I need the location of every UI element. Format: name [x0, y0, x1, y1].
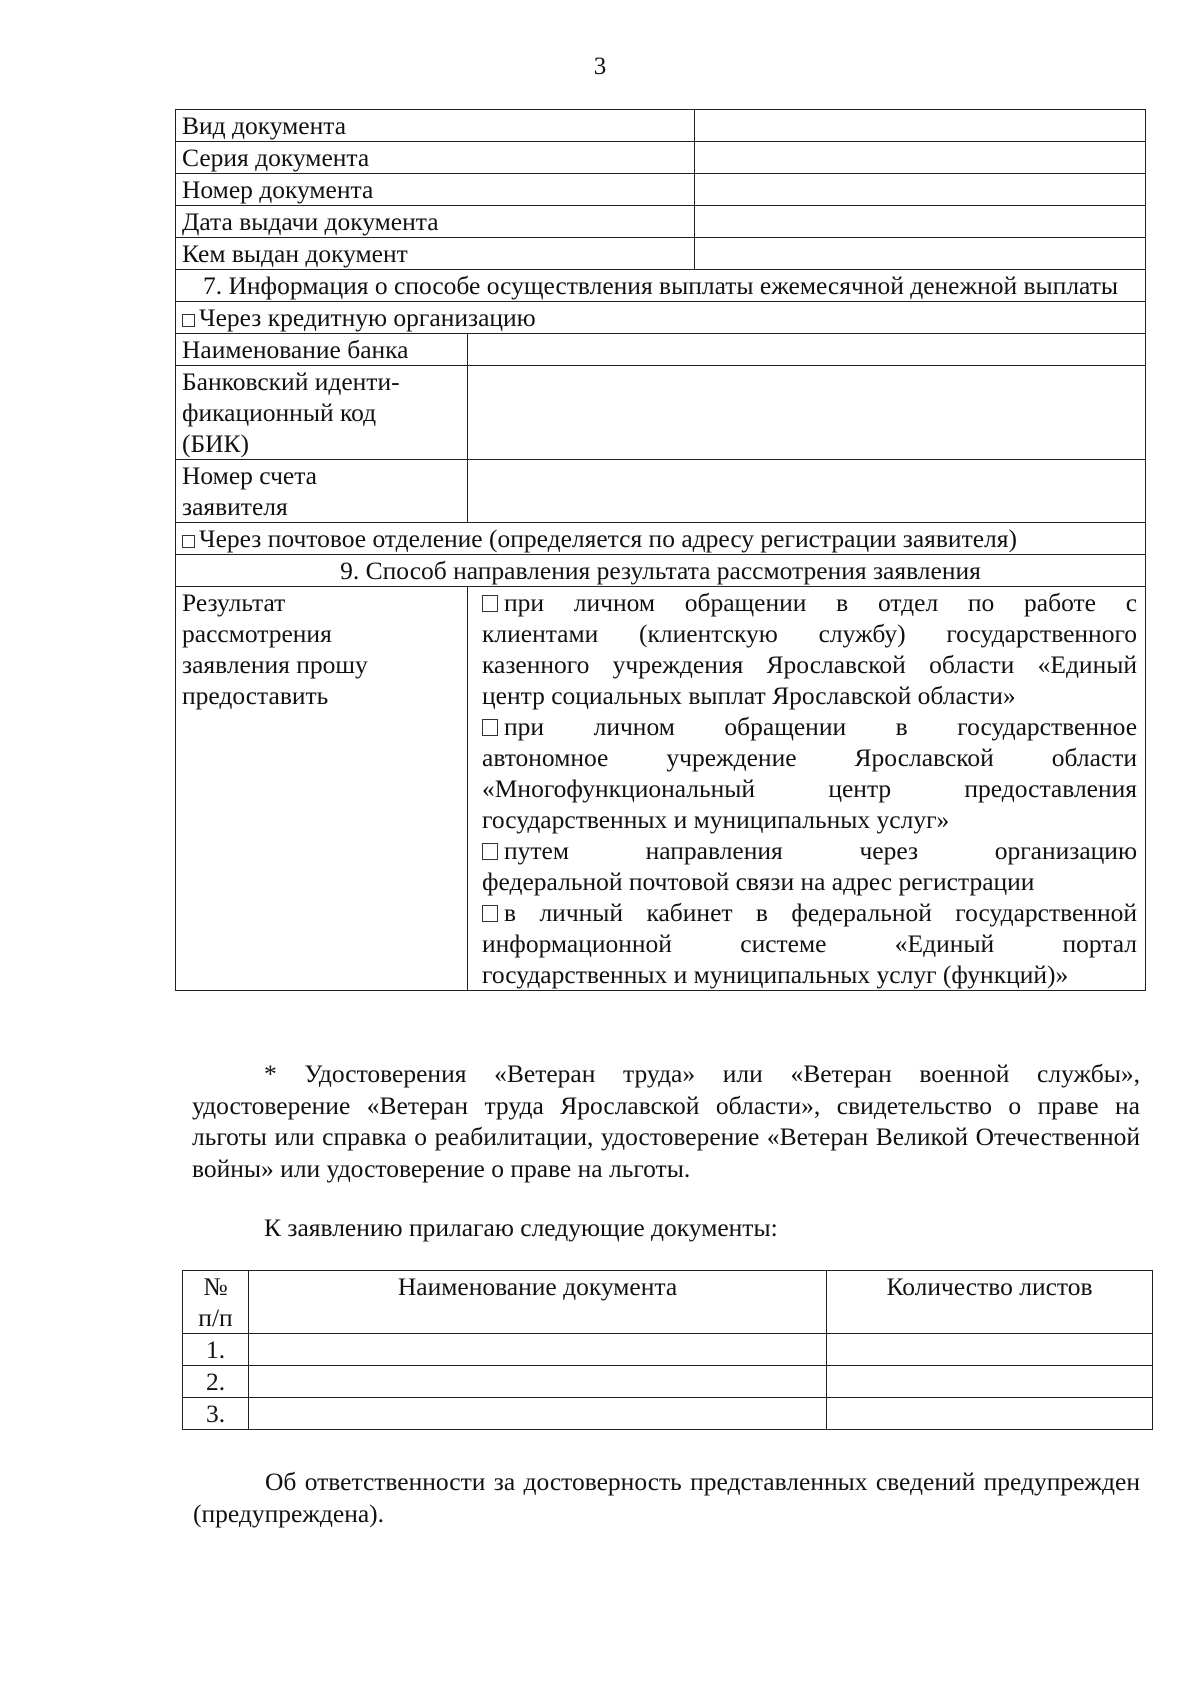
section-7-title: 7. Информация о способе осуществления выплаты ежемесячной денежной выплаты: [176, 270, 1146, 302]
result-label: [176, 587, 468, 991]
post-option-checkbox[interactable]: [182, 535, 195, 548]
result-option-client-service: [482, 587, 1137, 711]
document-row: [176, 206, 1146, 238]
account-number-label: [176, 460, 468, 523]
result-label-line: Результат: [182, 588, 286, 617]
header-number-line: №: [203, 1272, 228, 1301]
mfc-checkbox[interactable]: [482, 719, 498, 736]
option-line: государственных и муниципальных услуг»: [482, 805, 950, 834]
row-sheet-count[interactable]: [827, 1334, 1153, 1366]
document-row: [176, 110, 1146, 142]
table-row: [183, 1334, 1153, 1366]
option-line: в личный кабинет в федеральной государственной: [504, 898, 1138, 927]
document-type-label: Вид документа: [176, 110, 695, 142]
result-label-line: заявления прошу: [182, 650, 368, 679]
table-row: [183, 1366, 1153, 1398]
page-number: 3: [593, 53, 607, 80]
option-line: при личном обращении в отдел по работе с: [504, 588, 1138, 617]
option-line: казенного учреждения Ярославской области «Единый: [482, 650, 1138, 679]
document-issue-date-label: Дата выдачи документа: [176, 206, 695, 238]
option-line: путем направления через организацию: [504, 836, 1138, 865]
bik-label: [176, 366, 468, 460]
attachments-header-row: [183, 1271, 1153, 1334]
row-sheet-count[interactable]: [827, 1366, 1153, 1398]
section-9-title: 9. Способ направления результата рассмотрения заявления: [176, 555, 1146, 587]
header-number-line: п/п: [198, 1303, 233, 1332]
bik-label-line: (БИК): [182, 429, 250, 458]
document-row: [176, 142, 1146, 174]
option-line: автономное учреждение Ярославской области: [482, 743, 1138, 772]
bank-option-label: Через кредитную организацию: [199, 303, 536, 332]
header-number: [183, 1271, 249, 1334]
row-document-name[interactable]: [249, 1366, 827, 1398]
document-row: [176, 238, 1146, 270]
post-option-label: Через почтовое отделение (определяется по адресу регистрации заявителя): [199, 524, 1017, 553]
attachments-table: [182, 1270, 1153, 1430]
document-number-value[interactable]: [695, 174, 1146, 206]
document-issuer-label: Кем выдан документ: [176, 238, 695, 270]
account-number-value[interactable]: [468, 460, 1146, 523]
bank-name-label: Наименование банка: [176, 334, 468, 366]
responsibility-warning: Об ответственности за достоверность представленных сведений предупрежден (предупреждена).: [193, 1467, 1140, 1528]
option-line: информационной системе «Единый портал: [482, 929, 1138, 958]
document-series-label: Серия документа: [176, 142, 695, 174]
row-number: 2.: [183, 1366, 249, 1398]
option-line: федеральной почтовой связи на адрес регистрации: [482, 867, 1035, 896]
bik-label-line: Банковский иденти-: [182, 367, 400, 396]
gosuslugi-checkbox[interactable]: [482, 905, 498, 922]
client-service-checkbox[interactable]: [482, 595, 498, 612]
application-form-table: [175, 109, 1146, 991]
bank-name-value[interactable]: [468, 334, 1146, 366]
result-option-mfc: [482, 711, 1137, 835]
option-line: центр социальных выплат Ярославской области»: [482, 681, 1016, 710]
option-line: клиентами (клиентскую службу) государственного: [482, 619, 1138, 648]
footnote: * Удостоверения «Ветеран труда» или «Ветеран военной службы», удостоверение «Ветеран труда Ярославской области», свидетельство о праве на льготы или справка о реабилитации, удостоверение «Ветеран Великой Отечественной войны» или удостоверение о праве на льготы.: [192, 1059, 1140, 1183]
post-delivery-checkbox[interactable]: [482, 843, 498, 860]
document-series-value[interactable]: [695, 142, 1146, 174]
row-document-name[interactable]: [249, 1334, 827, 1366]
attachments-intro: К заявлению прилагаю следующие документы:: [264, 1213, 778, 1242]
document-number-label: Номер документа: [176, 174, 695, 206]
result-options-cell: [468, 587, 1146, 991]
row-document-name[interactable]: [249, 1398, 827, 1430]
row-sheet-count[interactable]: [827, 1398, 1153, 1430]
document-type-value[interactable]: [695, 110, 1146, 142]
option-line: «Многофункциональный центр предоставления: [482, 774, 1138, 803]
option-line: государственных и муниципальных услуг (функций)»: [482, 960, 1069, 989]
table-row: [183, 1398, 1153, 1430]
result-option-gosuslugi: [482, 897, 1137, 990]
bank-option-row: [176, 302, 1146, 334]
bik-label-line: фикационный код: [182, 398, 377, 427]
document-row: [176, 174, 1146, 206]
document-issuer-value[interactable]: [695, 238, 1146, 270]
account-label-line: заявителя: [182, 492, 288, 521]
result-label-line: рассмотрения: [182, 619, 332, 648]
bik-value[interactable]: [468, 366, 1146, 460]
result-option-post: [482, 835, 1137, 897]
row-number: 3.: [183, 1398, 249, 1430]
document-issue-date-value[interactable]: [695, 206, 1146, 238]
row-number: 1.: [183, 1334, 249, 1366]
option-line: при личном обращении в государственное: [504, 712, 1138, 741]
result-label-line: предоставить: [182, 681, 329, 710]
header-sheet-count: Количество листов: [827, 1271, 1153, 1334]
account-label-line: Номер счета: [182, 461, 317, 490]
header-document-name: Наименование документа: [249, 1271, 827, 1334]
post-option-row: [176, 523, 1146, 555]
bank-option-checkbox[interactable]: [182, 314, 195, 327]
